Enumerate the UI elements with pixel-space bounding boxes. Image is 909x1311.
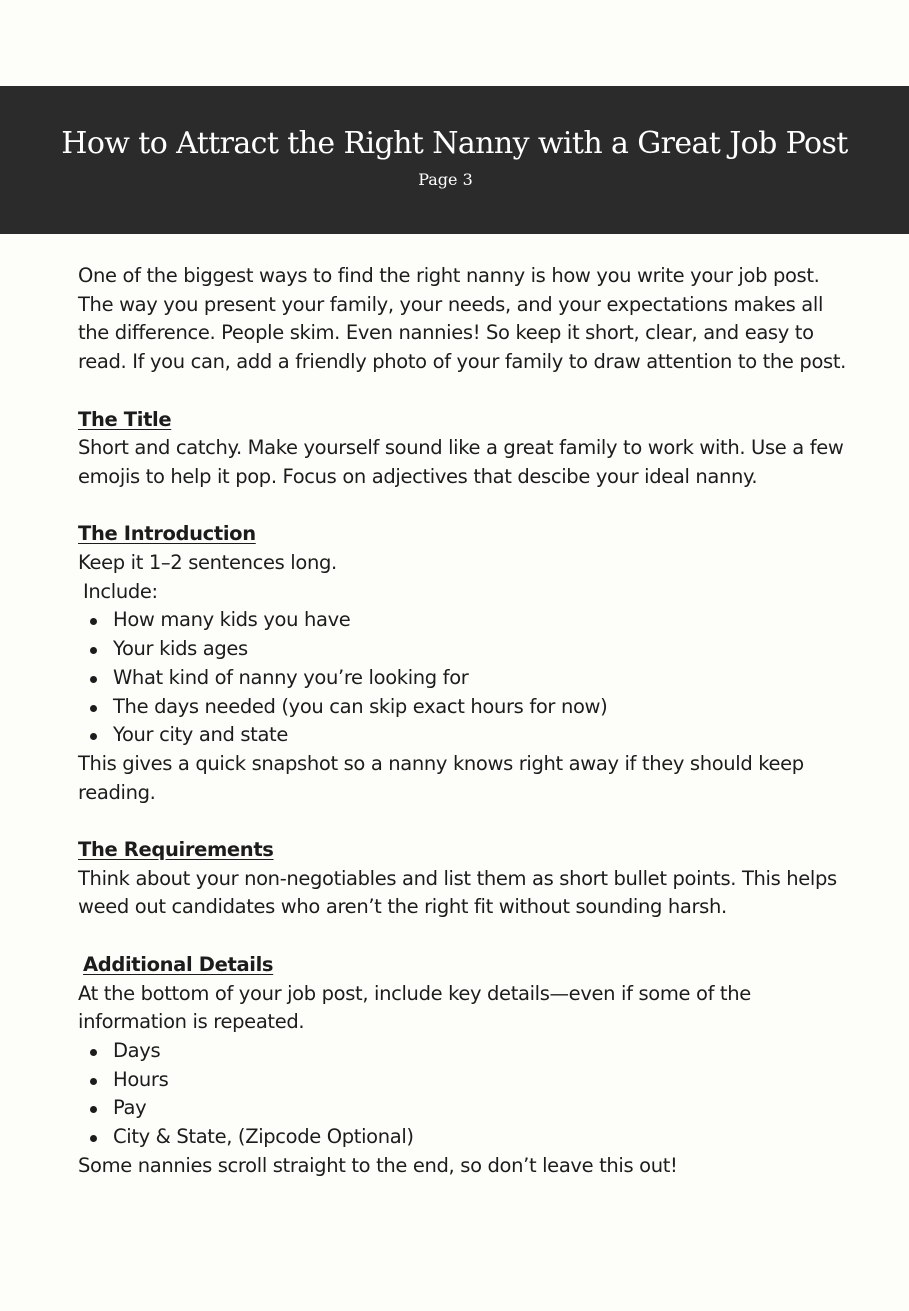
intro-paragraph: One of the biggest ways to find the right nanny is how you write your job post. The way you present your family, your needs, and your expectations makes all the difference. People skim. Even nannies! So keep it short, clear, and easy to read. If you can, add a friendly photo of your family to draw attention to the post. xyxy=(78,264,846,374)
list-item: Your kids ages xyxy=(78,635,848,664)
header-banner xyxy=(0,86,909,234)
article-body xyxy=(78,262,848,1180)
list-item: Your city and state xyxy=(78,721,848,750)
page-title: How to Attract the Right Nanny with a Great Job Post xyxy=(61,126,848,161)
include-label: Include: xyxy=(83,579,158,603)
list-item: What kind of nanny you’re looking for xyxy=(78,664,848,693)
introduction-line: Keep it 1–2 sentences long. xyxy=(78,551,337,574)
page-number: Page 3 xyxy=(418,170,473,189)
spacer xyxy=(78,492,848,521)
title-heading: The Title xyxy=(78,407,172,431)
spacer xyxy=(78,377,848,406)
list-item: City & State, (Zipcode Optional) xyxy=(78,1123,848,1152)
details-heading: Additional Details xyxy=(83,952,274,976)
details-closing: Some nannies scroll straight to the end, so don’t leave this out! xyxy=(78,1153,678,1177)
spacer xyxy=(78,807,848,836)
list-item: Pay xyxy=(78,1094,848,1123)
list-item: How many kids you have xyxy=(78,606,848,635)
requirements-heading: The Requirements xyxy=(78,838,274,862)
details-list xyxy=(78,1037,848,1152)
list-item: Days xyxy=(78,1037,848,1066)
list-item: The days needed (you can skip exact hours for now) xyxy=(78,693,848,722)
introduction-heading: The Introduction xyxy=(78,522,256,546)
requirements-paragraph: Think about your non-negotiables and list them as short bullet points. This helps weed out candidates who aren’t the right fit without sounding harsh. xyxy=(78,866,837,919)
introduction-list xyxy=(78,606,848,750)
list-item: Hours xyxy=(78,1066,848,1095)
details-paragraph: At the bottom of your job post, include key details—even if some of the information is repeated. xyxy=(78,981,751,1034)
spacer xyxy=(78,922,848,951)
introduction-closing: This gives a quick snapshot so a nanny knows right away if they should keep reading. xyxy=(78,751,804,804)
title-paragraph: Short and catchy. Make yourself sound like a great family to work with. Use a few emojis to help it pop. Focus on adjectives that descibe your ideal nanny. xyxy=(78,436,844,488)
